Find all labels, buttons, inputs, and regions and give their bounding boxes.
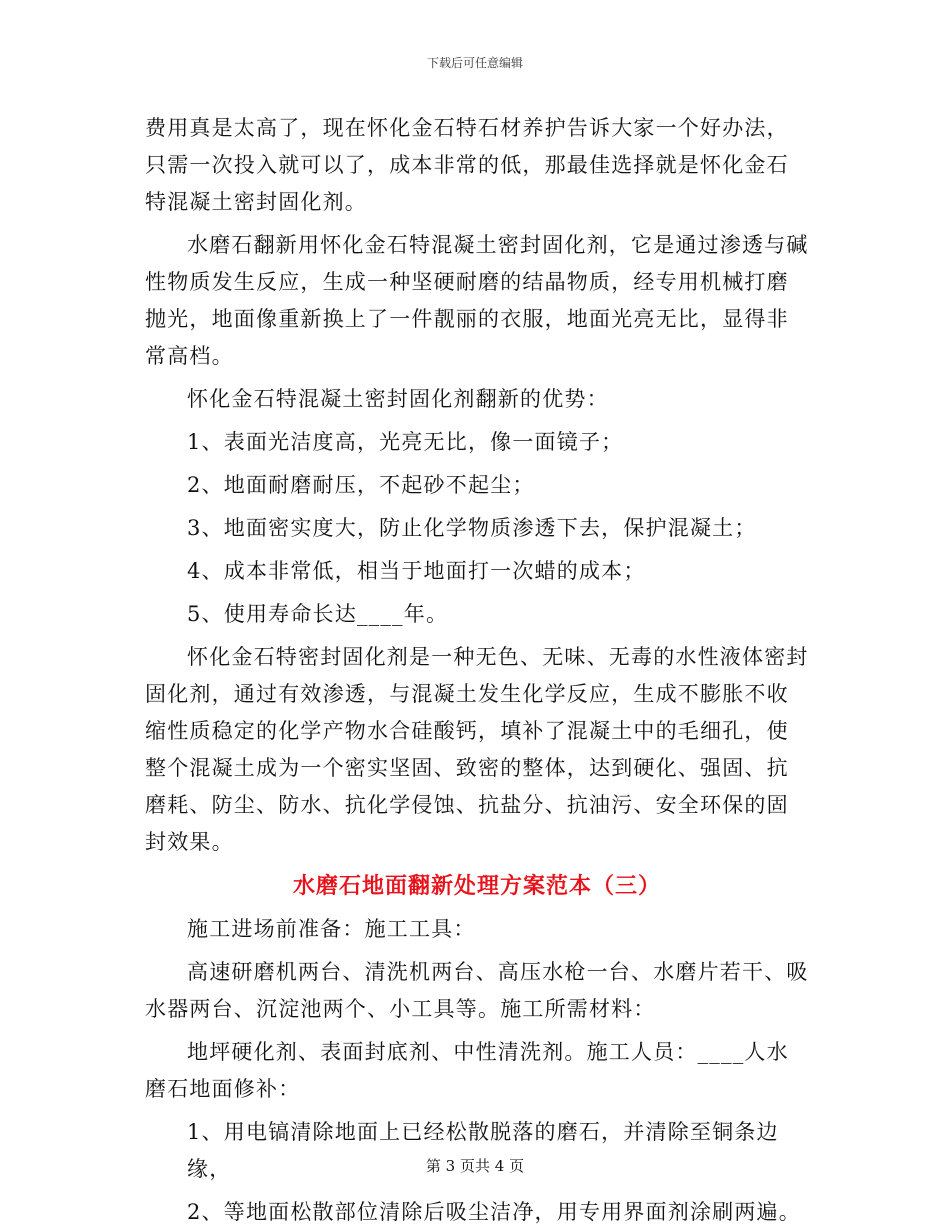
paragraph-materials: 地坪硬化剂、表面封底剂、中性清洗剂。施工人员：____人水磨石地面修补： [145,1040,789,1101]
list-item: 2、等地面松散部位清除后吸尘洁净，用专用界面剂涂刷两遍。 [187,1200,801,1224]
paragraph-advantages-intro: 怀化金石特混凝土密封固化剂翻新的优势： [187,387,609,411]
paragraph-renovation: 水磨石翻新用怀化金石特混凝土密封固化剂，它是通过渗透与碱性物质发生反应，生成一种坚硬耐磨的结晶物质，经专用机械打磨抛光，地面像重新换上了一件靓丽的衣服，地面光亮无比，显得非常高档。 [145,233,809,368]
section-heading: 水磨石地面翻新处理方案范本（三） [292,873,661,899]
paragraph-cost: 费用真是太高了，现在怀化金石特石材养护告诉大家一个好办法，只需一次投入就可以了，成本非常的低，那最佳选择就是怀化金石特混凝土密封固化剂。 [145,116,789,214]
paragraph-product-description: 怀化金石特密封固化剂是一种无色、无味、无毒的水性液体密封固化剂，通过有效渗透，与混凝土发生化学反应，生成不膨胀不收缩性质稳定的化学产物水合硅酸钙，填补了混凝土中的毛细孔，使整个混凝土成为一个密实坚固、致密的整体，达到硬化、强固、抗磨耗、防尘、防水、抗化学侵蚀、抗盐分、抗油污、安全环保的固封效果。 [145,645,809,854]
paragraph-preparation: 施工进场前准备：施工工具： [187,917,476,941]
list-item: 5、使用寿命长达____年。 [187,602,449,626]
document-body [145,110,809,1231]
list-item: 3、地面密实度大，防止化学物质渗透下去，保护混凝土； [187,516,757,540]
paragraph-tools: 高速研磨机两台、清洗机两台、高压水枪一台、水磨片若干、吸水器两台、沉淀池两个、小工具等。施工所需材料： [145,960,809,1021]
list-item: 2、地面耐磨耐压，不起砂不起尘； [187,473,535,497]
page-footer: 第 3 页共 4 页 [425,1157,525,1175]
advantages-list [145,424,809,639]
list-item: 1、用电镐清除地面上已经松散脱落的磨石，并清除至铜条边缘， [187,1120,779,1181]
page-header: 下载后可任意编辑 [426,56,523,70]
list-item: 1、表面光洁度高，光亮无比，像一面镜子； [187,430,624,454]
list-item: 4、成本非常低，相当于地面打一次蜡的成本； [187,559,646,583]
